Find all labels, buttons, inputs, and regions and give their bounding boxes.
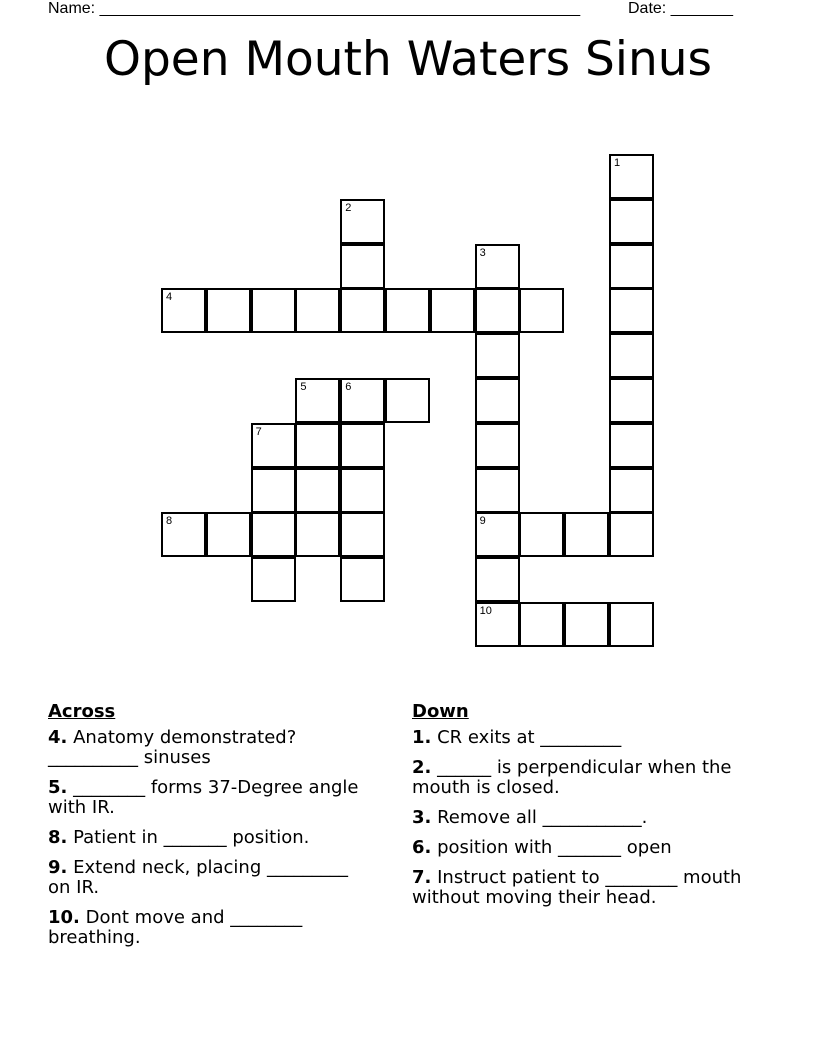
clue-number: 8. (48, 827, 68, 848)
grid-cell (475, 468, 520, 513)
grid-cell (206, 288, 251, 333)
clue-text: Extend neck, placing _________ on IR. (48, 857, 348, 898)
page-title: Open Mouth Waters Sinus (103, 32, 713, 87)
grid-cell (475, 333, 520, 378)
cell-number: 5 (300, 381, 307, 393)
clue-text: Instruct patient to ________ mouth without moving their head. (412, 867, 742, 908)
cell-number: 9 (479, 515, 486, 528)
grid-cell (609, 333, 654, 378)
clue-text: Anatomy demonstrated? __________ sinuses (48, 727, 297, 768)
grid-cell (564, 512, 609, 557)
grid-cell (609, 512, 654, 557)
clue-down-2 (412, 758, 752, 798)
grid-cell (340, 244, 385, 289)
cell-number: 3 (479, 246, 486, 259)
clue-down-7 (412, 868, 752, 908)
grid-cell (251, 557, 296, 602)
clue-number: 10. (48, 907, 80, 928)
clue-down-6 (412, 838, 752, 858)
clue-text: Patient in _______ position. (73, 827, 310, 848)
grid-cell (385, 378, 430, 423)
grid-cell (609, 244, 654, 289)
clue-across-10 (48, 908, 368, 948)
clue-across-9 (48, 858, 368, 898)
clue-text: Dont move and ________ breathing. (48, 907, 303, 948)
grid-cell (340, 512, 385, 557)
grid-cell (519, 288, 564, 333)
grid-cell (251, 288, 296, 333)
across-clues (48, 702, 368, 958)
cell-number: 7 (255, 425, 262, 438)
date-line: Date: _______ (628, 0, 733, 17)
grid-cell (206, 512, 251, 557)
name-line: Name: ______________________________________________________ (48, 0, 581, 17)
cell-number: 8 (166, 515, 173, 528)
clue-text: Remove all ___________. (437, 807, 648, 828)
cell-number: 10 (479, 605, 492, 617)
across-heading: Across (48, 701, 116, 722)
grid-cell (609, 199, 654, 244)
grid-cell (609, 468, 654, 513)
grid-cell (340, 557, 385, 602)
grid-cell (295, 288, 340, 333)
cell-number: 2 (345, 201, 352, 214)
grid-cell (475, 602, 520, 647)
grid-cell (609, 154, 654, 199)
grid-cell (475, 423, 520, 468)
clue-across-4 (48, 728, 368, 768)
grid-cell (430, 288, 475, 333)
clue-text: CR exits at _________ (437, 727, 622, 748)
grid-cell (161, 288, 206, 333)
clue-down-3 (412, 808, 752, 828)
clue-number: 5. (48, 777, 68, 798)
clue-text: position with _______ open (437, 837, 672, 858)
grid-cell (340, 423, 385, 468)
grid-cell (475, 512, 520, 557)
grid-cell (519, 602, 564, 647)
grid-cell (340, 288, 385, 333)
grid-cell (295, 512, 340, 557)
clue-text: ________ forms 37-Degree angle with IR. (48, 777, 359, 818)
grid-cell (564, 602, 609, 647)
clue-across-8 (48, 828, 368, 848)
grid-cell (519, 512, 564, 557)
clue-number: 6. (412, 837, 432, 858)
clue-down-1 (412, 728, 752, 748)
clue-text: ______ is perpendicular when the mouth is closed. (412, 757, 732, 798)
down-heading: Down (412, 701, 469, 722)
grid-cell (475, 288, 520, 333)
grid-cell (609, 378, 654, 423)
clue-number: 9. (48, 857, 68, 878)
grid-cell (295, 423, 340, 468)
grid-cell (385, 288, 430, 333)
grid-cell (475, 378, 520, 423)
cell-number: 4 (166, 291, 173, 304)
clue-number: 1. (412, 727, 432, 748)
grid-cell (161, 512, 206, 557)
cell-number: 6 (345, 381, 352, 393)
grid-cell (251, 468, 296, 513)
grid-cell (251, 512, 296, 557)
grid-cell (340, 199, 385, 244)
cell-number: 1 (614, 157, 621, 169)
down-clues (412, 702, 752, 918)
grid-cell (340, 378, 385, 423)
clue-number: 4. (48, 727, 68, 748)
clue-across-5 (48, 778, 368, 818)
grid-cell (340, 468, 385, 513)
grid-cell (475, 244, 520, 289)
grid-cell (295, 378, 340, 423)
grid-cell (609, 288, 654, 333)
grid-cell (609, 423, 654, 468)
grid-cell (609, 602, 654, 647)
grid-cell (475, 557, 520, 602)
grid-cell (251, 423, 296, 468)
clue-number: 3. (412, 807, 432, 828)
grid-cell (295, 468, 340, 513)
clue-number: 2. (412, 757, 432, 778)
clue-number: 7. (412, 867, 432, 888)
